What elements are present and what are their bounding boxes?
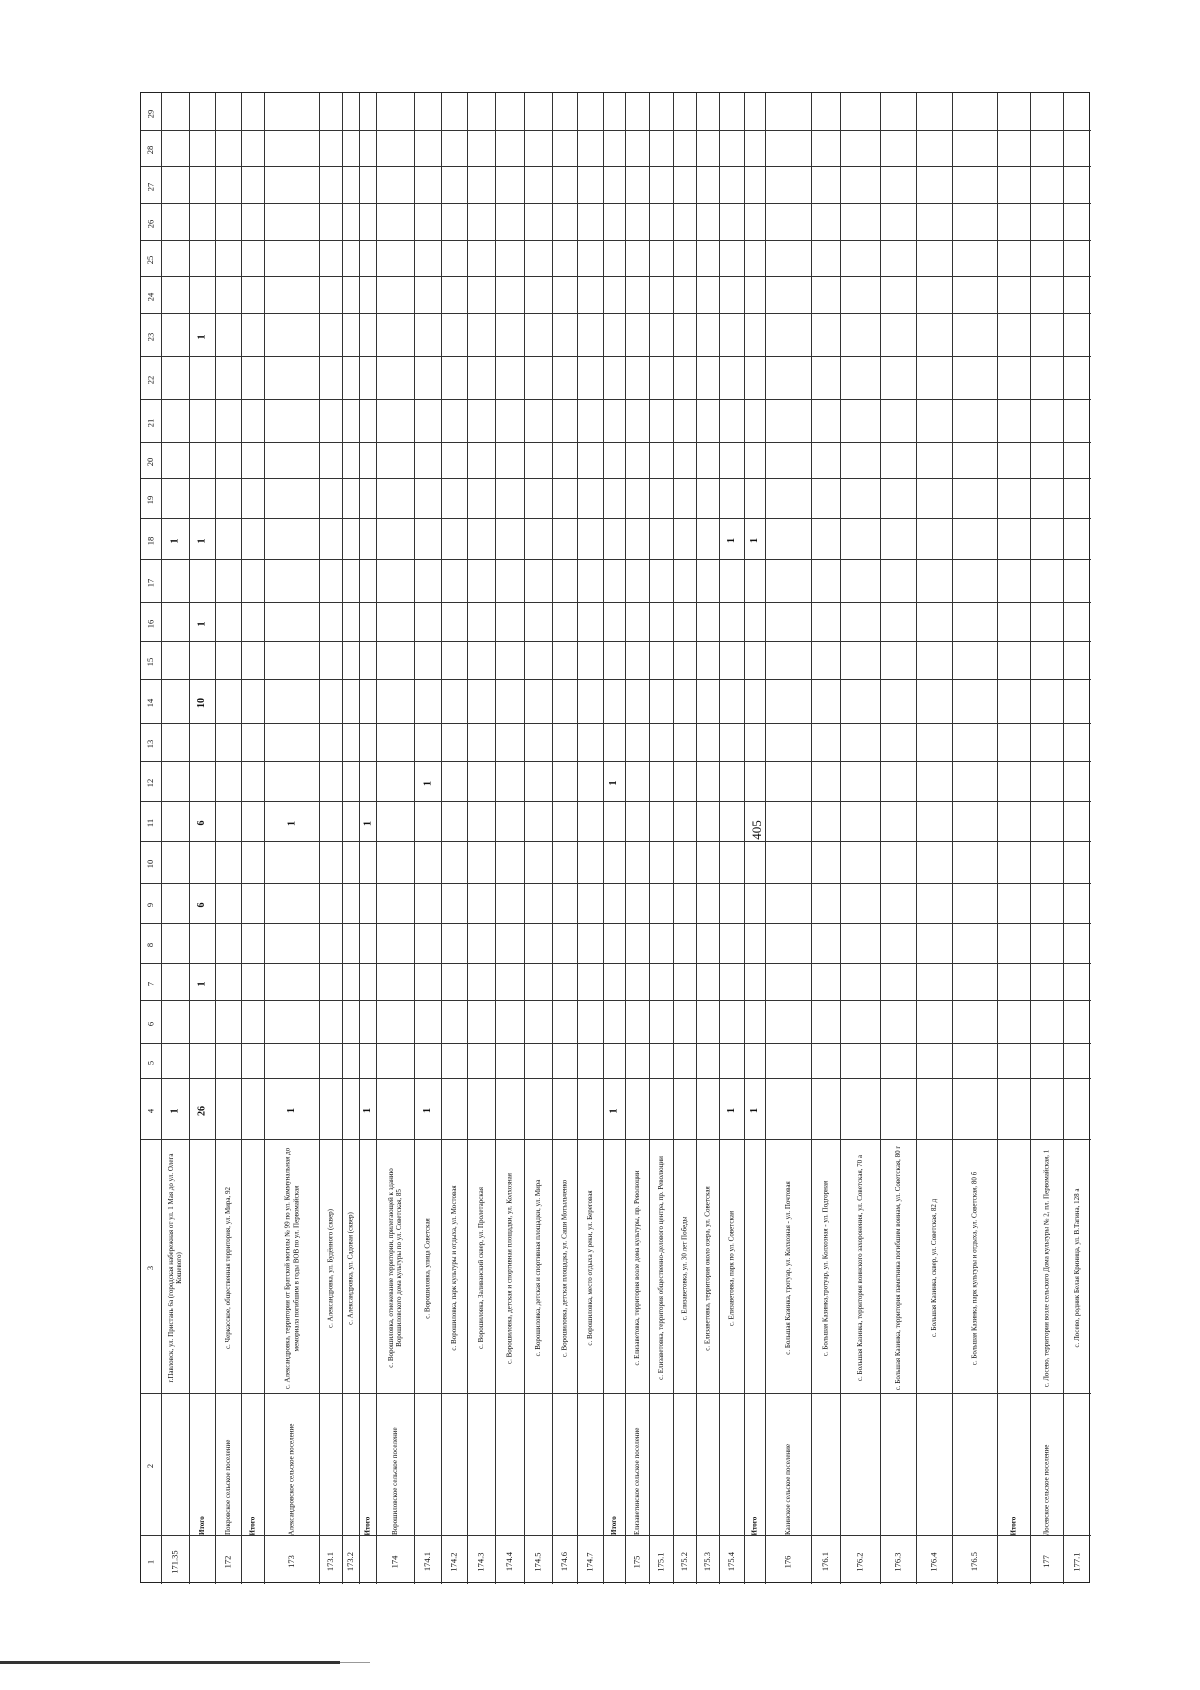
settlement-name: Елизаветинское сельское поселение [632,1427,641,1535]
row-number: 176.2 [854,1551,865,1572]
column-divider [141,1078,1091,1079]
place-description: с. Ворошиловка, место отдыха у реки, ул. Береговая [585,1190,594,1346]
column-divider [141,723,1091,724]
column-divider [141,240,1091,241]
column-divider [141,679,1091,680]
data-table [140,92,1090,1583]
column-number: 25 [145,255,156,265]
cell-value: 1 [748,538,760,543]
column-number: 20 [145,457,156,467]
column-divider [141,130,1091,131]
place-description: с. Черкасское, общественная территория, ул. Мира, 92 [223,1186,232,1350]
column-divider [141,276,1091,277]
cell-value: 1 [196,621,208,626]
row-number: 175 [631,1555,642,1568]
place-description: с. Елизаветовка, ул. 30 лет Победы [680,1216,689,1320]
row-divider [603,93,604,1584]
column-divider [141,761,1091,762]
column-divider [141,313,1091,314]
column-number: 15 [145,657,156,667]
column-divider [141,1000,1091,1001]
place-description: с. Александровка, ул. Будённого (сквер) [326,1208,335,1328]
column-number: 18 [145,536,156,545]
place-description: с. Ворошиловка, детская и спортивная площадки, ул. Колхозная [505,1172,514,1364]
column-number: 13 [145,739,156,749]
row-number: 174.1 [421,1551,432,1572]
column-number: 8 [145,942,156,948]
place-description: с. Большая Казинка, парк культуры и отдыха, ул. Советская, 80 б [970,1171,979,1365]
row-number: 174.4 [503,1551,514,1572]
row-number: 174.6 [558,1551,569,1572]
cell-value: 6 [196,902,208,908]
row-divider [997,93,998,1584]
column-divider [141,166,1091,167]
column-number: 26 [145,219,156,228]
cell-value: 1 [748,1108,760,1113]
cell-value: 26 [196,1105,208,1116]
column-divider [141,356,1091,357]
place-description: с. Елизаветовка, территория общественно-делового центра, пр. Революции [656,1156,665,1380]
cell-value: 1 [361,820,373,826]
column-number: 14 [145,698,156,708]
column-divider [141,883,1091,884]
place-description: с. Ворошиловка, отмежевание территории, прилегающей к зданию Ворошиловского дома культуры по ул. Советская, 85 [386,1168,403,1368]
place-description: с. Большая Казинка, тротуар, ул. Колхозная - ул. Почтовая [783,1181,792,1355]
row-number: 174.2 [448,1551,459,1572]
place-description: с. Ворошиловка, детская площадка, ул. Саши Мотыльченко [560,1179,569,1357]
row-number: 173.2 [344,1551,355,1572]
place-description: с. Александровка, территория от Братской могилы № 99 по ул. Коммунальная до мемориала погибшим в годы ВОВ по ул. Первомайская [283,1147,300,1389]
cell-value: 6 [196,820,208,826]
column-divider [141,1043,1091,1044]
column-number: 9 [145,902,156,908]
cell-value: 1 [608,780,620,786]
column-divider [141,641,1091,642]
total-label: Итого [197,1516,206,1535]
row-divider [744,93,745,1584]
place-description: с. Большая Казинка,тротуар, ул. Колхозная - ул. Подгорная [821,1180,830,1356]
column-number: 7 [145,981,156,986]
row-number: 173.1 [324,1551,335,1572]
column-number: 24 [145,292,156,301]
settlement-name: Казинское сельское поселение [783,1443,792,1535]
row-number: 177 [1040,1555,1051,1568]
column-number: 22 [145,375,156,384]
column-divider [141,518,1091,519]
place-description: с. Большая Казинка, территория воинского захоронения, ул. Советская, 70 а [855,1154,864,1382]
cell-value: 10 [196,698,208,708]
total-label: Итого [750,1516,759,1535]
row-number: 175.3 [701,1551,712,1572]
column-number: 4 [145,1108,156,1113]
row-number: 176.4 [928,1551,939,1572]
cell-value: 1 [361,1108,373,1113]
row-number: 174.5 [532,1551,543,1572]
column-divider [141,559,1091,560]
settlement-name: Александровское сельское поселение [287,1423,296,1535]
place-description: с. Елизаветовка, парк по ул. Советская [727,1210,736,1326]
place-description: с. Александровка, ул. Садовая (сквер) [346,1211,355,1325]
cell-value: 1 [285,820,297,826]
row-divider [241,93,242,1584]
column-number: 12 [145,778,156,788]
row-number: 176.3 [892,1551,903,1572]
row-number: 175.2 [678,1551,689,1572]
row-number: 176 [782,1555,793,1568]
place-description: с. Ворошиловка, Заливанский сквер, ул. Пролетарская [476,1187,485,1349]
row-number: 173 [285,1555,296,1568]
cell-value: 1 [196,334,208,339]
column-divider [141,602,1091,603]
cell-value: 1 [169,538,181,543]
place-description: с. Большая Казинка, сквер, ул. Советская, 82 д [929,1198,938,1338]
row-number: 172 [222,1555,233,1568]
cell-value: 1 [608,1108,620,1113]
cell-value: 1 [285,1108,297,1113]
scan-artifact-tail [340,1662,370,1663]
place-description: с. Ворошиловка, парк культуры и отдыха, ул. Мостовая [449,1185,458,1351]
column-number: 19 [145,495,156,505]
cell-value: 1 [196,981,208,986]
place-description: с. Большая Казинка, территория памятника погибшим воинам, ул. Советская, 80 г [893,1145,902,1391]
column-divider [141,442,1091,443]
place-description: с. Елизаветовка, территория около озера, ул. Советская [703,1185,712,1351]
row-number: 176.1 [819,1551,830,1572]
column-number: 27 [145,182,156,191]
column-number: 28 [145,145,156,155]
column-number: 6 [145,1021,156,1026]
row-number: 174 [389,1555,400,1568]
cell-value: 1 [169,1108,181,1113]
row-number: 175.4 [725,1551,736,1572]
column-number: 11 [145,818,156,828]
place-description: с. Ворошиловка, детская и спортивная площадки, ул. Мира [533,1179,542,1357]
total-label: Итого [609,1516,618,1535]
column-number: 23 [145,332,156,341]
place-description: с. Лосево, территория возле сельского Дома культуры № 2, пл. Первомайская, 1 [1042,1149,1051,1387]
column-divider [141,478,1091,479]
settlement-name: Ворошиловское сельское поселение [390,1427,399,1535]
column-divider [141,923,1091,924]
column-number: 17 [145,578,156,587]
total-label: Итого [248,1516,257,1535]
column-number: 2 [145,1463,156,1469]
column-number: 10 [145,859,156,869]
place-description: г.Павловск, ул. Пристань 6а (городская набережная от ул. 1 Мая до ул. Олега Кошевого) [166,1153,183,1383]
page-number: 405 [748,820,764,840]
row-number: 174.3 [475,1551,486,1572]
place-description: с. Ворошиловка, улица Советская [423,1217,432,1319]
column-divider [141,203,1091,204]
cell-value: 1 [725,538,737,543]
place-description: с. Елизаветовка, территория возле дома культуры, пр. Революции [632,1170,641,1366]
cell-value: 1 [421,780,433,786]
row-number: 171.35 [169,1549,180,1574]
cell-value: 1 [421,1108,433,1113]
column-divider [141,963,1091,964]
column-number: 3 [145,1265,156,1271]
column-number: 21 [145,418,156,427]
column-number: 1 [145,1559,156,1564]
row-number: 177.1 [1071,1551,1082,1572]
column-number: 29 [145,109,156,118]
row-number: 175.1 [655,1551,666,1572]
total-label: Итого [1009,1516,1018,1535]
total-label: Итого [363,1516,372,1535]
cell-value: 1 [196,538,208,543]
scan-artifact [0,1661,340,1664]
settlement-name: Покровское сельское поселение [223,1439,232,1535]
row-number: 174.7 [584,1551,595,1572]
cell-value: 1 [725,1108,737,1113]
column-number: 5 [145,1060,156,1065]
column-divider [141,399,1091,400]
place-description: с. Лосево, родник Белая Криница, ул. В.Тагина, 128 а [1072,1188,1081,1348]
row-number: 176.5 [968,1551,979,1572]
column-number: 16 [145,619,156,628]
settlement-name: Лосевское сельское поселение [1042,1444,1051,1535]
column-divider [141,801,1091,802]
